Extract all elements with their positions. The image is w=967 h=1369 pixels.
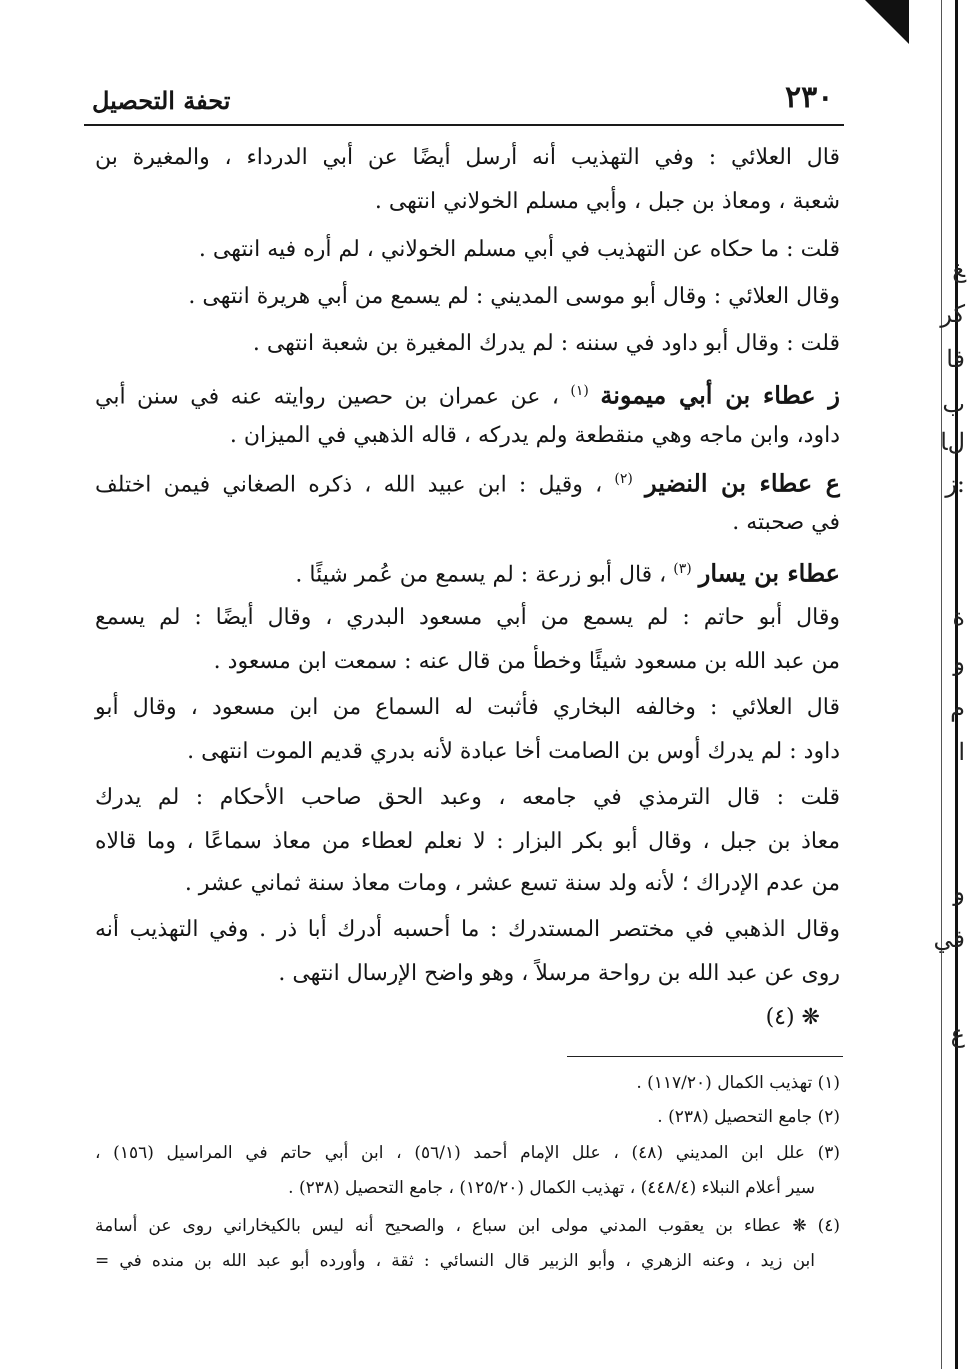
footnote: (٢) جامع التحصيل (٢٣٨) . (657, 1107, 840, 1127)
body-line: روى عن عبد الله بن رواحة مرسلاً ، وهو واضح الإرسال انتهى . (278, 961, 840, 986)
body-line: من عدم الإدراك ؛ لأنه ولد سنة تسع عشر ، ومات معاذ سنة ثماني عشر . (184, 871, 840, 896)
margin-fragment: ﺯ: (945, 470, 965, 498)
page-number: ٢٣٠ (785, 80, 834, 115)
body-line: وقال العلائي : وقال أبو موسى المديني : لم يسمع من أبي هريرة انتهى . (188, 284, 840, 309)
body-line: قال العلائي : وخالفه البخاري فأثبت له السماع من ابن مسعود ، وقال أبو (95, 695, 840, 720)
adjacent-page-margin (933, 0, 967, 1369)
margin-fragment: ﻎ (952, 255, 965, 283)
margin-border-line (955, 0, 958, 1369)
margin-fragment: ﺓ (952, 603, 965, 631)
entry-heading: ع عطاء بن النضير (645, 468, 840, 498)
margin-fragment: ﺏ (942, 390, 965, 418)
margin-fragment: ﻭ (953, 648, 965, 676)
margin-fragment: ﻓﻲ (933, 925, 965, 953)
body-line: قال العلائي : وفي التهذيب أنه أرسل أيضًا عن أبي الدرداء ، والمغيرة بن (95, 145, 840, 170)
margin-fragment: ﻝﺎ (940, 428, 965, 456)
footnote-ref: (٣) (673, 561, 692, 577)
page-corner-shadow (865, 0, 909, 44)
body-line: قلت : قال الترمذي في جامعه ، وعبد الحق صاحب الأحكام : لم يدرك (95, 785, 840, 810)
footnote-ref: (١) (570, 383, 589, 399)
body-line: داود : لم يدرك أوس بن الصامت أخا عبادة لأنه بدري قديم الموت انتهى . (187, 739, 840, 764)
margin-fragment: ﻭ (953, 878, 965, 906)
entry-heading: عطاء بن يسار (698, 558, 840, 588)
footnote: (٤) ❋ عطاء بن يعقوب المدني مولى ابن سباع ، والصحيح أنه ليس بالكيخاراني روى عن أسامة (95, 1216, 840, 1236)
header-rule (84, 124, 844, 126)
footnote-rule (567, 1056, 843, 1057)
margin-fragment: ﻉ (950, 1020, 965, 1048)
footnote: (١) تهذيب الكمال (١١٧/٢٠) . (636, 1073, 840, 1093)
margin-fragment: ﻓﺎ (946, 345, 965, 373)
entry-text: ، عن عمران بن حصين روايته عنه في سنن أبي (95, 384, 559, 410)
entry-text: ، وقيل : ابن عبيد الله ، ذكره الصغاني فيمن اختلف (95, 472, 603, 498)
footnote: ابن زيد ، وعنه الزهري ، وأبو الزبير قال النسائي : ثقة ، وأورده أبو عبد الله بن منده في = (95, 1251, 815, 1271)
entry-text: ، قال أبو زرعة : لم يسمع من عُمر شيئًا . (295, 562, 667, 588)
margin-fragment: ﻛﺮ (940, 300, 965, 328)
margin-fragment: ﺍ (958, 738, 965, 766)
body-line: من عبد الله بن مسعود شيئًا وخطأ من قال عنه : سمعت ابن مسعود . (213, 649, 840, 674)
body-line: قلت : ما حكاه عن التهذيب في أبي مسلم الخولاني ، لم أره فيه انتهى . (198, 237, 840, 262)
body-line: وقال الذهبي في مختصر المستدرك : ما أحسبه أدرك أبا ذر . وفي التهذيب أنه (95, 917, 840, 942)
entry-marker: ❋ (٤) (765, 1005, 820, 1030)
footnote: (٣) علل ابن المديني (٤٨) ، علل الإمام أحمد (٥٦/١) ، ابن أبي حاتم في المراسيل (١٥٦) ، (95, 1143, 840, 1163)
footnote-ref: (٢) (614, 471, 633, 487)
body-line: شعبة ، ومعاذ بن جبل ، وأبي مسلم الخولاني انتهى . (374, 189, 840, 214)
margin-fragment: ﻡ (950, 694, 965, 722)
footnote: سير أعلام النبلاء (٤٤٨/٤) ، تهذيب الكمال (١٢٥/٢٠) ، جامع التحصيل (٢٣٨) . (288, 1178, 815, 1198)
body-line: قلت : وقال أبو داود في سننه : لم يدرك المغيرة بن شعبة انتهى . (252, 331, 840, 356)
entry-ata-ibn-al-nadir (95, 461, 840, 503)
body-line: في صحبته . (732, 510, 840, 535)
body-line: وقال أبو حاتم : لم يسمع من أبي مسعود البدري ، وقال أيضًا : لم يسمع (95, 605, 840, 630)
margin-thin-line (941, 0, 942, 1369)
body-line: معاذ بن جبل ، وقال أبو بكر البزار : لا نعلم لعطاء من معاذ سماعًا ، وما قالاه (95, 829, 840, 854)
entry-ata-ibn-yasar (95, 551, 840, 593)
entry-heading: ز عطاء بن أبي ميمونة (600, 380, 840, 410)
body-line: داود، وابن ماجه وهي منقطعة ولم يدركه ، قاله الذهبي في الميزان . (229, 423, 840, 448)
running-header-title: تحفة التحصيل (92, 86, 231, 115)
entry-ata-ibn-abi-maymuna (95, 373, 840, 415)
